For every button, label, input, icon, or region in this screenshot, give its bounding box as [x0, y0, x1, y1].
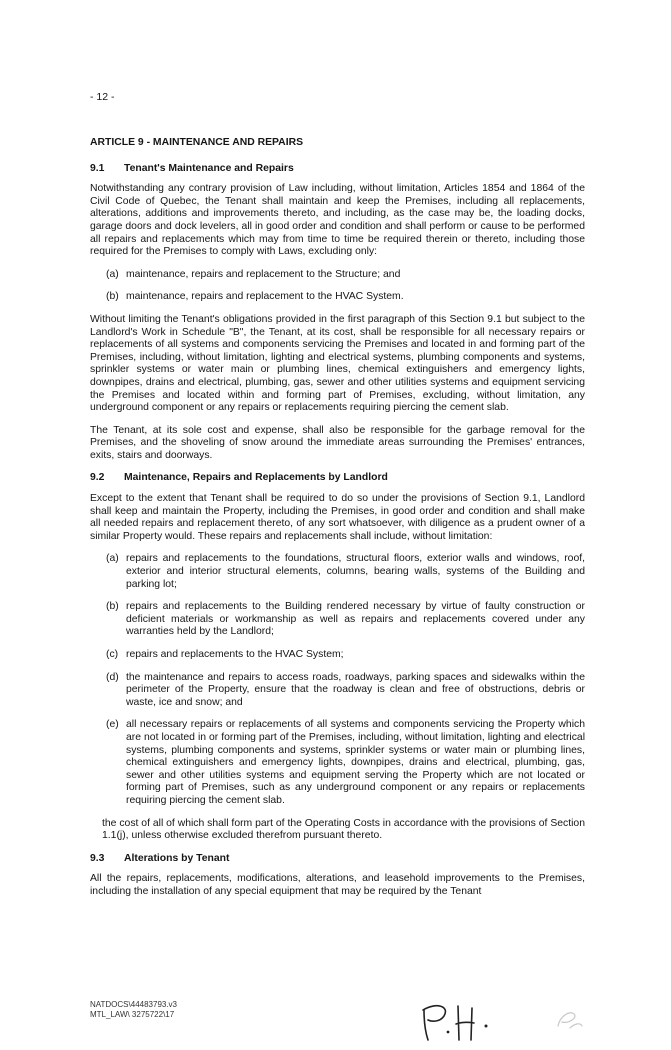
list-item-label: (b)	[106, 291, 119, 303]
section-9-1-heading	[90, 163, 585, 176]
document-body	[90, 137, 585, 909]
section-9-2-heading	[90, 472, 585, 485]
list-item-text: repairs and replacements to the foundations, structural floors, exterior walls and windows, roof, exterior and interior structural elements, columns, bearing walls, systems of the Building and parking lot;	[126, 553, 585, 590]
list-item-label: (b)	[106, 601, 119, 613]
list-item-text: the maintenance and repairs to access roads, roadways, parking spaces and sidewalks within the perimeter of the Property, ensure that the roadway is clean and free of obstructions, debris or waste, ice and snow; and	[126, 671, 585, 708]
list-item	[106, 291, 585, 304]
list-item	[106, 672, 585, 710]
closing-paragraph: the cost of all of which shall form part of the Operating Costs in accordance with the provisions of Section 1.1(j), unless otherwise excluded therefrom pursuant thereto.	[102, 817, 585, 842]
article-title: ARTICLE 9 - MAINTENANCE AND REPAIRS	[90, 137, 304, 148]
handwritten-initials	[418, 996, 498, 1044]
list-item	[106, 601, 585, 639]
paragraph: Without limiting the Tenant's obligations provided in the first paragraph of this Section 9.1 but subject to the Landlord's Work in Schedule "B", the Tenant, at its cost, shall be responsible for all necessary repairs or replacements of all systems and components servicing the Premises and located in and forming part of the Premises, including, without limitation, lighting and electrical systems, plumbing components and systems, sprinkler systems or water main or plumbing lines, chemical extinguishers and emergency lights, downpipes, drains and electrical, plumbing, gas, sewer and other utilities systems and equipment servicing the Premises and located within and forming part of Premises, excluding, without limitation, any underground component or any repairs or replacements requiring piercing the cement slab.	[90, 313, 585, 414]
list-item	[106, 719, 585, 807]
list-item-label: (a)	[106, 553, 119, 565]
page-number: - 12 -	[90, 91, 115, 103]
section-number: 9.2	[90, 472, 105, 484]
footer-doc-id: NATDOCS\44483793.v3	[90, 1000, 178, 1009]
footer-doc-id-secondary: MTL_LAW\ 3275722\17	[90, 1010, 175, 1019]
list-item	[106, 553, 585, 591]
list-item	[106, 269, 585, 282]
paragraph: Except to the extent that Tenant shall be required to do so under the provisions of Section 9.1, Landlord shall keep and maintain the Property, including the Premises, in good order and condition and shall make all needed repairs and replacement thereto, of any sort whatsoever, with diligence as a prudent owner of a similar Property would. These repairs and replacements shall include, without limitation:	[90, 493, 585, 542]
list-item-label: (d)	[106, 671, 119, 683]
section-title: Maintenance, Repairs and Replacements by Landlord	[124, 472, 388, 484]
list-item-text: maintenance, repairs and replacement to the Structure; and	[126, 268, 401, 280]
paragraph: Notwithstanding any contrary provision of Law including, without limitation, Articles 1854 and 1864 of the Civil Code of Quebec, the Tenant shall maintain and keep the Premises, including all replacements, alterations, additions and improvements thereto, and including, as the case may be, the loading docks, garage doors and dock levelers, all in good order and condition and shall perform or cause to be performed all repairs and replacements which may from time to time be required therein or thereto, including those required for the Premises to comply with Laws, excluding only:	[90, 183, 585, 258]
list-item	[106, 649, 585, 662]
list-item-label: (a)	[106, 268, 119, 280]
section-title: Tenant's Maintenance and Repairs	[124, 162, 294, 174]
list-item-label: (c)	[106, 649, 119, 660]
list-item-text: maintenance, repairs and replacement to the HVAC System.	[126, 291, 404, 303]
section-9-3-heading	[90, 853, 585, 866]
list-item-text: repairs and replacements to the HVAC System;	[126, 649, 344, 660]
list-item-text: all necessary repairs or replacements of all systems and components servicing the Property which are not located in or forming part of the Premises, including, without limitation, lighting and electrical systems, plumbing components and systems, sprinkler systems or water main or plumbing lines, chemical extinguishers and emergency lights, downpipes, drains and electrical, plumbing, gas, sewer and other utilities systems and equipment serving the Property which are not located or forming part of Premises, such as any underground component or any repairs or replacements requiring piercing the cement slab.	[126, 719, 585, 806]
paragraph: All the repairs, replacements, modifications, alterations, and leasehold improvements to the Premises, including the installation of any special equipment that may be required by the Tenant	[90, 873, 585, 897]
section-number: 9.1	[90, 162, 105, 174]
list-item-text: repairs and replacements to the Building rendered necessary by virtue of faulty construction or deficient materials or workmanship as well as repairs and replacements covered under any warranties held by the Landlord;	[126, 601, 585, 638]
faint-initial-mark	[550, 1004, 586, 1034]
document-footer	[90, 1000, 177, 1020]
list-item-label: (e)	[106, 719, 119, 731]
section-title: Alterations by Tenant	[124, 852, 230, 864]
paragraph: The Tenant, at its sole cost and expense, shall also be responsible for the garbage removal for the Premises, and the shoveling of snow around the immediate areas surrounding the Premises' entrances, exits, stairs and doorways.	[90, 424, 585, 461]
section-number: 9.3	[90, 852, 105, 864]
